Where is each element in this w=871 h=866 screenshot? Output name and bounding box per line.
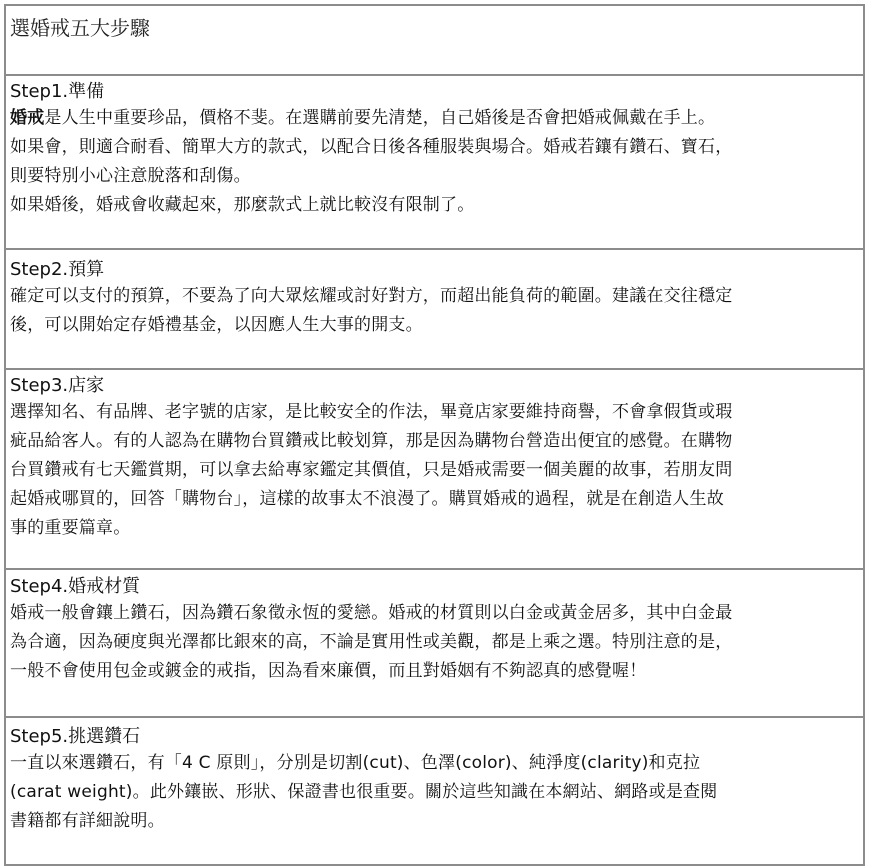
- step-5-section: [6, 716, 863, 864]
- step-4-line-3: 一般不會使用包金或鍍金的戒指，因為看來廉價，而且對婚姻有不夠認真的感覺喔！: [10, 661, 647, 681]
- step-4-line-1: 婚戒一般會鑲上鑽石，因為鑽石象徵永恆的愛戀。婚戒的材質則以白金或黃金居多，其中白金最: [10, 603, 733, 623]
- step-2-line-2: 後，可以開始定存婚禮基金，以因應人生大事的開支。: [10, 315, 423, 335]
- step-2-line-1: 確定可以支付的預算，不要為了向大眾炫耀或討好對方，而超出能負荷的範圍。建議在交往穩定: [10, 286, 733, 306]
- step-1-line-3: 則要特別小心注意脫落和刮傷。: [10, 166, 251, 186]
- step-2-section: [6, 248, 863, 368]
- step-3-line-4: 起婚戒哪買的，回答「購物台」，這樣的故事太不浪漫了。購買婚戒的過程，就是在創造人生故: [10, 489, 724, 509]
- step-4-line-2: 為合適，因為硬度與光澤都比銀來的高，不論是實用性或美觀，都是上乘之選。特別注意的是，: [10, 632, 733, 652]
- title-row: [6, 6, 863, 74]
- step-4-heading: Step4.婚戒材質: [10, 576, 141, 597]
- step-1-lead-bold: 婚戒: [10, 108, 45, 128]
- step-5-line-2: (carat weight)。此外鑲嵌、形狀、保證書也很重要。關於這些知識在本網站、網路或是查閱: [10, 782, 718, 802]
- step-1-line-1: [10, 104, 859, 133]
- step-4-section: [6, 568, 863, 716]
- step-1-line-4: 如果婚後，婚戒會收藏起來，那麼款式上就比較沒有限制了。: [10, 195, 475, 215]
- step-3-line-1: 選擇知名、有品牌、老字號的店家，是比較安全的作法，畢竟店家要維持商譽，不會拿假貨或瑕: [10, 402, 733, 422]
- step-5-line-3: 書籍都有詳細說明。: [10, 811, 165, 831]
- step-5-heading: Step5.挑選鑽石: [10, 726, 141, 747]
- step-1-lead-rest: 是人生中重要珍品，價格不斐。在選購前要先清楚，自己婚後是否會把婚戒佩戴在手上。: [44, 108, 716, 128]
- step-3-heading: Step3.店家: [10, 375, 105, 396]
- steps-table: [4, 4, 865, 866]
- step-1-section: [6, 74, 863, 248]
- page-title: 選婚戒五大步驟: [10, 16, 150, 40]
- step-3-line-5: 事的重要篇章。: [10, 518, 131, 538]
- step-5-line-1: 一直以來選鑽石，有「4 C 原則」，分別是切割(cut)、色澤(color)、純淨度(clarity)和克拉: [10, 753, 701, 773]
- step-1-heading: Step1.準備: [10, 81, 105, 102]
- step-1-line-2: 如果會，則適合耐看、簡單大方的款式，以配合日後各種服裝與場合。婚戒若鑲有鑽石、寶石，: [10, 137, 733, 157]
- step-3-line-2: 疵品給客人。有的人認為在購物台買鑽戒比較划算，那是因為購物台營造出便宜的感覺。在購物: [10, 431, 733, 451]
- step-2-heading: Step2.預算: [10, 259, 105, 280]
- step-3-line-3: 台買鑽戒有七天鑑賞期，可以拿去給專家鑑定其價值，只是婚戒需要一個美麗的故事，若朋友問: [10, 460, 733, 480]
- step-3-section: [6, 368, 863, 568]
